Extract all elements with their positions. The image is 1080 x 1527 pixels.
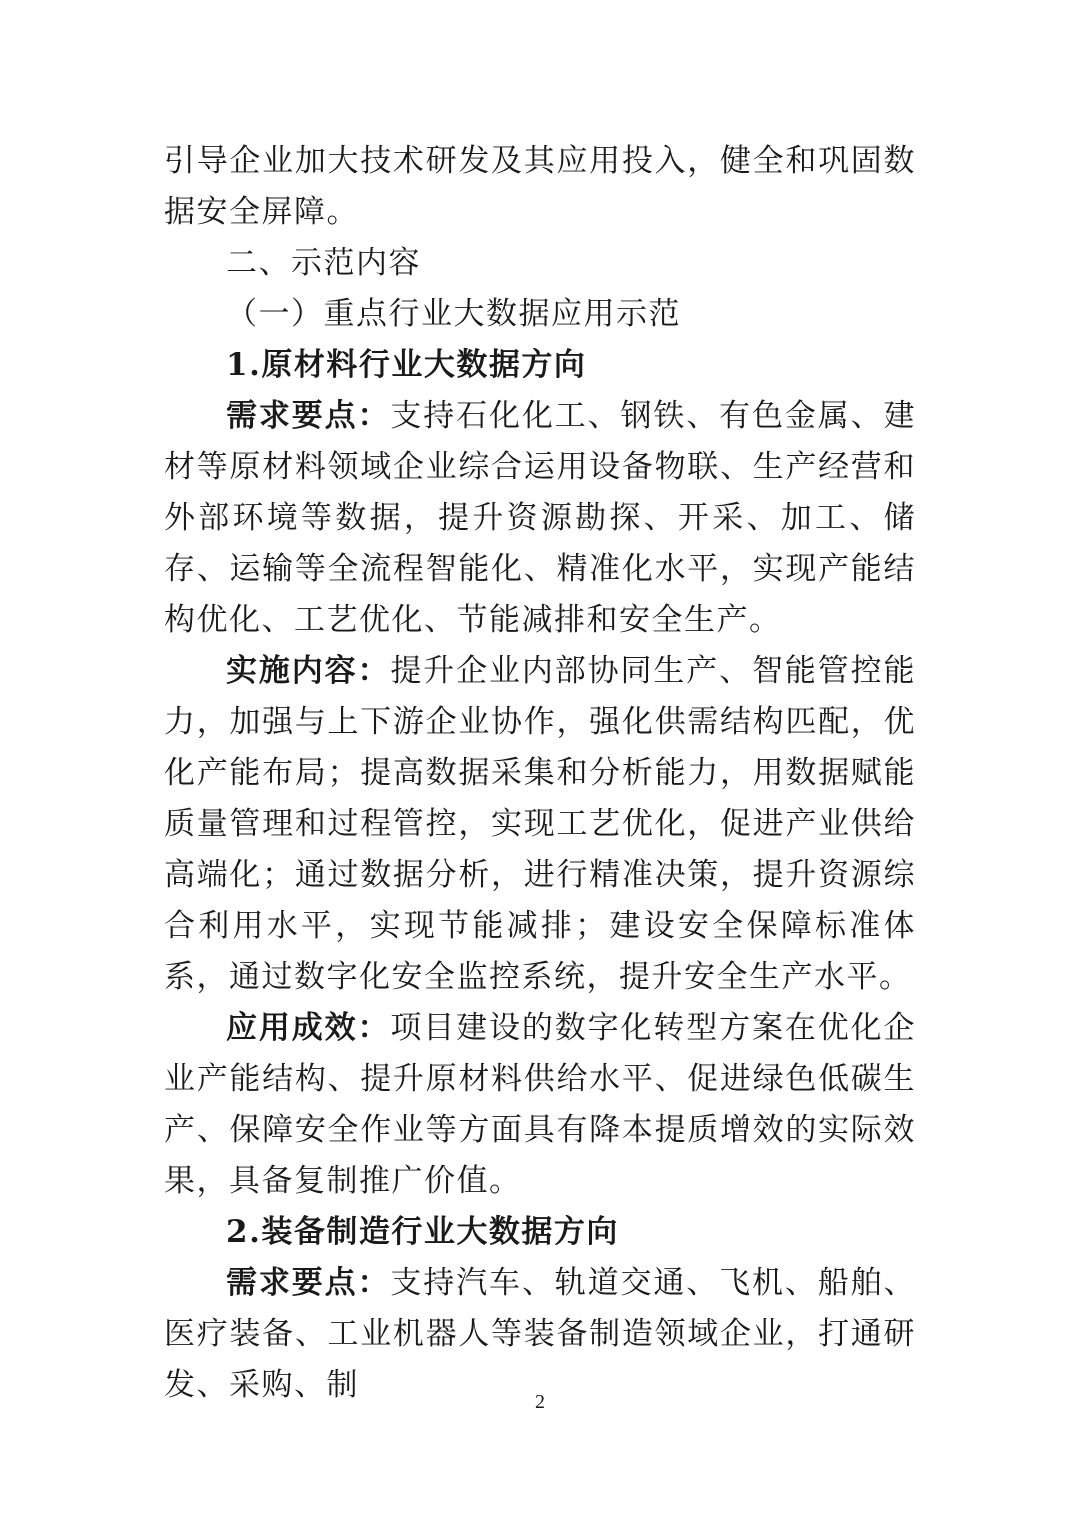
item1-effect-label: 应用成效：: [226, 1010, 391, 1046]
page-number: 2: [535, 1391, 545, 1413]
item1-heading: 1.原材料行业大数据方向: [226, 347, 587, 383]
item2-demand-label: 需求要点：: [226, 1265, 391, 1301]
subsection-heading: （一）重点行业大数据应用示范: [226, 296, 681, 332]
item1-impl-label: 实施内容：: [226, 653, 391, 689]
item1-effect-paragraph: [164, 1003, 916, 1207]
document-body: [164, 136, 916, 1411]
item1-impl-text: 提升企业内部协同生产、智能管控能力，加强与上下游企业协作，强化供需结构匹配，优化产能布局；提高数据采集和分析能力，用数据赋能质量管理和过程管控，实现工艺优化，促进产业供给高端化；通过数据分析，进行精准决策，提升资源综合利用水平，实现节能减排；建设安全保障标准体系，通过数字化安全监控系统，提升安全生产水平。: [164, 653, 916, 995]
item1-demand-paragraph: [164, 391, 916, 646]
item1-demand-label: 需求要点：: [226, 398, 391, 434]
item1-effect-text: 项目建设的数字化转型方案在优化企业产能结构、提升原材料供给水平、促进绿色低碳生产、保障安全作业等方面具有降本提质增效的实际效果，具备复制推广价值。: [164, 1010, 916, 1199]
item2-heading: 2.装备制造行业大数据方向: [226, 1214, 619, 1250]
item2-demand-paragraph: [164, 1258, 916, 1411]
section-heading: 二、示范内容: [226, 245, 421, 281]
item1-demand-text: 支持石化化工、钢铁、有色金属、建材等原材料领域企业综合运用设备物联、生产经营和外部环境等数据，提升资源勘探、开采、加工、储存、运输等全流程智能化、精准化水平，实现产能结构优化、工艺优化、节能减排和安全生产。: [164, 398, 916, 638]
item1-impl-paragraph: [164, 646, 916, 1003]
intro-paragraph: 引导企业加大技术研发及其应用投入，健全和巩固数据安全屏障。: [164, 143, 916, 230]
item2-demand-text: 支持汽车、轨道交通、飞机、船舶、医疗装备、工业机器人等装备制造领域企业，打通研发、采购、制: [164, 1265, 916, 1403]
